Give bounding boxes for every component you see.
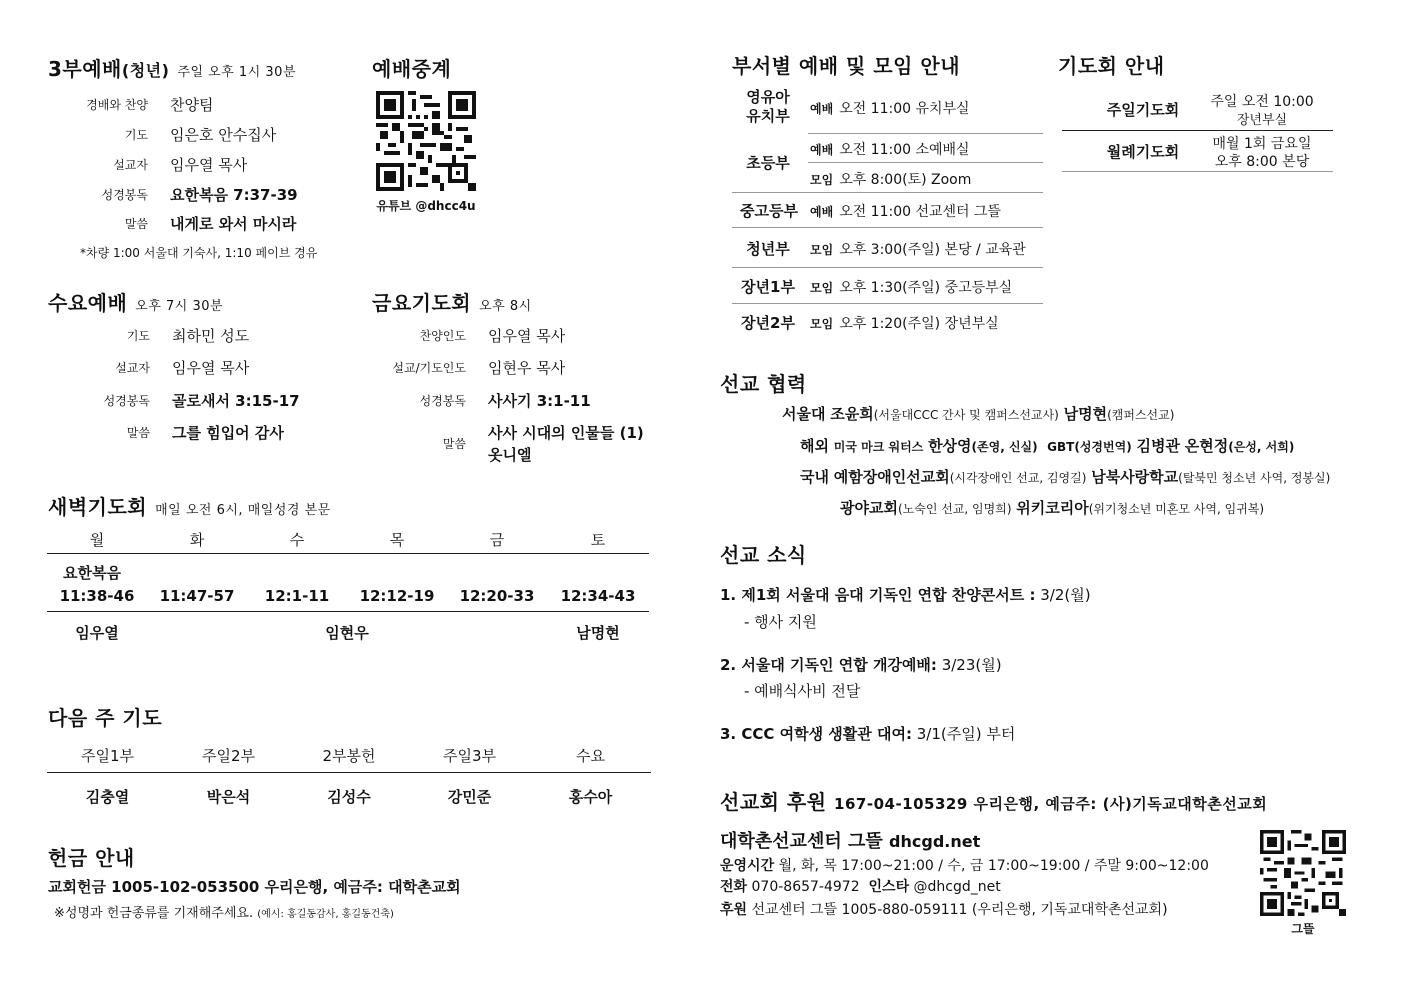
prayer-sunday-time: 주일 오전 10:00 — [1210, 94, 1314, 110]
nextweek-name: 박은석 — [206, 788, 251, 806]
prayer-sunday-place: 장년부실 — [1236, 113, 1288, 128]
news-item-3: 3. CCC 여학생 생활관 대여: 3/1(주일) 부터 — [720, 725, 1016, 743]
dept-adult1: 장년1부 — [741, 278, 795, 296]
wednesday-label-prayer: 기도 — [126, 329, 150, 343]
wednesday-label-preacher: 설교자 — [115, 361, 150, 375]
nextweek-divider — [47, 772, 651, 773]
friday-label-reading: 성경봉독 — [419, 394, 466, 408]
friday-label-preacher: 설교/기도인도 — [392, 361, 466, 375]
dept-youth-schedule: 예배 오전 11:00 선교센터 그뜰 — [810, 204, 1002, 220]
dept-elementary-schedule: 예배 오전 11:00 소예배실 — [810, 142, 970, 158]
friday-value-sermon-line2: 옷니엘 — [488, 446, 532, 464]
dept-divider — [808, 133, 1043, 134]
news-title: 선교 소식 — [720, 543, 807, 567]
dept-divider — [732, 303, 1043, 304]
friday-value-worship: 임우열 목사 — [488, 327, 566, 345]
mission-title: 선교 협력 — [720, 372, 807, 396]
youtube-caption: 유튜브 @dhcc4u — [376, 199, 476, 213]
wednesday-value-reading: 골로새서 3:15-17 — [172, 392, 300, 410]
prayer-monthly-time: 매월 1회 금요일 — [1212, 136, 1312, 152]
center-contact: 전화 070-8657-4972 인스타 @dhcgd_net — [720, 879, 1001, 895]
prayer-divider-bottom — [1062, 171, 1333, 172]
dawn-day-thu: 목 — [389, 531, 405, 549]
dept-elementary-meeting: 모임 오후 8:00(토) Zoom — [810, 172, 972, 188]
dawn-passage: 11:38-46 — [59, 587, 135, 605]
friday-value-sermon: 사사 시대의 인물들 (1) — [488, 424, 644, 442]
nextweek-header: 주일1부 — [80, 747, 134, 765]
service3-label-praise: 경배와 찬양 — [86, 98, 148, 112]
service3-label-preacher: 설교자 — [113, 158, 148, 172]
dept-young-adult-schedule: 모임 오후 3:00(주일) 본당 / 교육관 — [810, 242, 1026, 258]
dawn-day-mon: 월 — [89, 531, 105, 549]
nextweek-header: 주일2부 — [201, 747, 255, 765]
dawn-day-wed: 수 — [289, 531, 305, 549]
dawn-title: 새벽기도회 매일 오전 6시, 매일성경 본문 — [48, 495, 331, 519]
nextweek-title: 다음 주 기도 — [48, 706, 163, 730]
dawn-day-tue: 화 — [189, 531, 205, 549]
dawn-book: 요한복음 — [63, 564, 121, 582]
service3-value-prayer: 임은호 안수집사 — [170, 126, 277, 144]
friday-value-reading: 사사기 3:1-11 — [488, 392, 591, 410]
dept-divider — [732, 267, 1043, 268]
wednesday-label-reading: 성경봉독 — [103, 394, 150, 408]
friday-label-sermon: 말씀 — [442, 437, 466, 451]
news-item-1-detail: - 행사 지원 — [744, 613, 817, 631]
dept-divider — [732, 227, 1043, 228]
service3-value-preacher: 임우열 목사 — [170, 156, 248, 174]
news-item-2: 2. 서울대 기독인 연합 개강예배: 3/23(월) — [720, 656, 1002, 674]
nextweek-name: 김성수 — [327, 788, 371, 806]
news-item-1: 1. 제1회 서울대 음대 기독인 연합 찬양콘서트 : 3/2(월) — [720, 586, 1091, 604]
depts-title: 부서별 예배 및 모임 안내 — [732, 54, 961, 78]
dawn-day-fri: 금 — [489, 531, 505, 549]
offering-title: 헌금 안내 — [48, 846, 135, 870]
dawn-passage: 12:34-43 — [560, 587, 636, 605]
center-hours: 운영시간 월, 화, 목 17:00~21:00 / 수, 금 17:00~19:00 / 주말 9:00~12:00 — [720, 858, 1209, 874]
nextweek-header: 2부봉헌 — [322, 747, 376, 765]
center-qr-code[interactable] — [1260, 830, 1346, 916]
mission-domestic-2: 광야교회(노숙인 선교, 임명희) 위키코리아(위기청소년 미혼모 사역, 임귀복) — [840, 499, 1265, 517]
nextweek-name: 강민준 — [447, 788, 492, 806]
nextweek-name: 김충열 — [85, 788, 130, 806]
youtube-qr-code[interactable] — [376, 91, 476, 191]
friday-value-preacher: 임현우 목사 — [488, 359, 566, 377]
dept-adult2-schedule: 모임 오후 1:20(주일) 장년부실 — [810, 316, 999, 332]
prayer-monthly-place: 오후 8:00 본당 — [1214, 154, 1310, 170]
dawn-passage: 12:12-19 — [359, 587, 435, 605]
dawn-passage: 12:1-11 — [264, 587, 330, 605]
dawn-divider-top — [47, 553, 649, 554]
dawn-day-sat: 토 — [590, 531, 606, 549]
center-qr-caption: 그뜰 — [1291, 922, 1315, 936]
service3-label-reading: 성경봉독 — [101, 188, 148, 202]
prayer-sunday-name: 주일기도회 — [1106, 101, 1180, 119]
friday-label-worship: 찬양인도 — [419, 329, 466, 343]
offering-account: 교회헌금 1005-102-053500 우리은행, 예금주: 대학촌교회 — [48, 878, 461, 896]
mission-domestic: 국내 예함장애인선교회(시각장애인 선교, 김영길) 남북사랑학교(탈북민 청소년 사역, 정봉실) — [800, 468, 1331, 486]
dept-adult1-schedule: 모임 오후 1:30(주일) 중고등부실 — [810, 280, 1013, 296]
broadcast-title: 예배중계 — [372, 57, 452, 81]
wednesday-label-sermon: 말씀 — [126, 426, 150, 440]
prayer-monthly-name: 월례기도회 — [1106, 143, 1180, 161]
mission-overseas: 해외 미국 마크 워터스 한상영(존영, 신실) GBT(성경번역) 김병관 온현정(은성, 서희) — [800, 437, 1295, 455]
service3-value-praise: 찬양팀 — [170, 96, 214, 114]
service3-value-reading: 요한복음 7:37-39 — [170, 186, 298, 204]
prayer-title: 기도회 안내 — [1058, 54, 1165, 78]
wednesday-title: 수요예배 오후 7시 30분 — [48, 291, 224, 315]
center-title: 대학촌선교센터 그뜰 dhcgd.net — [720, 831, 981, 852]
dept-divider — [732, 192, 1043, 193]
service3-title: 3부예배(청년) 주일 오후 1시 30분 — [48, 57, 296, 81]
wednesday-value-sermon: 그를 힘입어 감사 — [172, 424, 284, 442]
news-item-2-detail: - 예배식사비 전달 — [744, 682, 861, 700]
support-title: 선교회 후원 167-04-105329 우리은행, 예금주: (사)기독교대학촌선교회 — [720, 790, 1268, 814]
friday-title: 금요기도회 오후 8시 — [372, 291, 532, 315]
offering-note: ※성명과 헌금종류를 기재해주세요. (예시: 홍길동감사, 홍길동건축) — [54, 906, 394, 921]
nextweek-name: 홍수아 — [568, 788, 613, 806]
dept-young-adult: 청년부 — [746, 240, 790, 258]
dept-infant: 영유아 유치부 — [746, 88, 790, 125]
service3-value-sermon: 내게로 와서 마시라 — [170, 215, 297, 233]
center-donate: 후원 선교센터 그뜰 1005-880-059111 (우리은행, 기독교대학촌선교회) — [720, 902, 1168, 918]
dawn-leader: 남명현 — [576, 624, 620, 642]
dept-divider — [808, 162, 1043, 163]
dawn-passage: 12:20-33 — [459, 587, 535, 605]
service3-label-prayer: 기도 — [124, 128, 148, 142]
wednesday-value-prayer: 최하민 성도 — [172, 327, 250, 345]
dept-elementary: 초등부 — [746, 154, 790, 172]
nextweek-header: 주일3부 — [442, 747, 496, 765]
dept-adult2: 장년2부 — [741, 314, 795, 332]
dept-youth: 중고등부 — [740, 202, 798, 220]
service3-note: *차량 1:00 서울대 기숙사, 1:10 페이브 경유 — [80, 246, 318, 260]
wednesday-value-preacher: 임우열 목사 — [172, 359, 250, 377]
dawn-divider-bottom — [47, 611, 649, 612]
dawn-leader: 임현우 — [325, 624, 369, 642]
dept-infant-schedule: 예배 오전 11:00 유치부실 — [810, 101, 970, 117]
dawn-passage: 11:47-57 — [159, 587, 235, 605]
mission-seoul: 서울대 조윤희(서울대CCC 간사 및 캠퍼스선교사) 남명현(캠퍼스선교) — [782, 405, 1175, 423]
service3-label-sermon: 말씀 — [124, 217, 148, 231]
nextweek-header: 수요 — [576, 747, 605, 765]
dawn-leader: 임우열 — [75, 624, 119, 642]
prayer-divider — [1062, 130, 1333, 131]
